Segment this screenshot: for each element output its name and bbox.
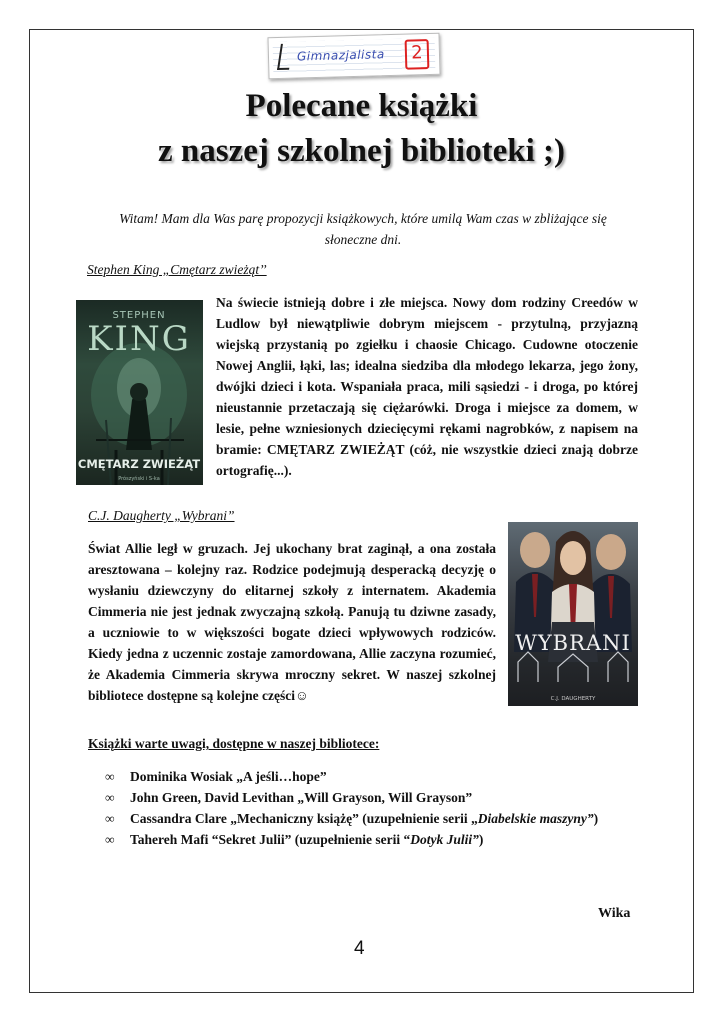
recommended-list-heading: Książki warte uwagi, dostępne w naszej bibliotece: — [88, 736, 380, 751]
list-item: ∞ John Green, David Levithan „Will Grayson, Will Grayson” — [105, 787, 640, 808]
book1-cover-publisher: Prószyński i S-ka — [118, 476, 160, 482]
page-number: 4 — [354, 938, 365, 959]
infinity-bullet-icon: ∞ — [105, 769, 115, 784]
page-title-line1: Polecane książki — [245, 88, 478, 124]
infinity-bullet-icon: ∞ — [105, 811, 115, 826]
list-item: ∞ Cassandra Clare „Mechaniczny książę” (uzupełnienie serii „Diabelskie maszyny”) — [105, 808, 640, 829]
book1-description: Na świecie istnieją dobre i złe miejsca. Nowy dom rodziny Creedów w Ludlow był niewątpliwie dobrym miejscem - przytulną, przyjazną wiejską przystanią po zgiełku i chaosie Chicago. Cudowne otoczenie Nowej Anglii, łąki, las; idealna siedziba dla młodego lekarza, jego żony, dwójki dzieci i kota. Wspaniała praca, mili sąsiedzi - i droga, po której nieustannie przetaczają się ciężarówki. Droga i miejsce za domem, w lesie, pełne wzniesionych dziecięcymi rękami nagrobków, z napisem na bramie: CMĘTARZ ZWIEŻĄT (cóż, nie wszystkie dzieci znają dobrze ortografię...). — [216, 295, 638, 478]
page-title-line2: z naszej szkolnej biblioteki ;) — [158, 133, 565, 169]
book2-cover-image — [508, 522, 638, 706]
infinity-bullet-icon: ∞ — [105, 832, 115, 847]
logo-text: Gimnazjalista — [296, 47, 385, 64]
list-item: ∞ Tahereh Mafi “Sekret Julii” (uzupełnienie serii “Dotyk Julii”) — [105, 829, 640, 850]
book2-heading: C.J. Daugherty „Wybrani” — [88, 508, 235, 523]
book2-description: Świat Allie legł w gruzach. Jej ukochany brat zaginął, a ona została aresztowana – kolejny raz. Rodzice podejmują desperacką decyzję o wysłaniu dziewczyny do elitarnej szkoły z internatem. Akademia Cimmeria nie jest jednak zwyczajną szkołą. Panują tu dziwne zasady, a uczniowie to w większości bogate dzieci wpływowych rodziców. Kiedy jedna z uczennic zostaje zamordowana, Allie zaczyna rozumieć, że Akademia Cimmeria skrywa mroczny sekret. W naszej szkolnej bibliotece dostępne są kolejne części☺ — [88, 541, 496, 703]
book1-cover-title: CMĘTARZ ZWIEŻĄT — [77, 457, 201, 471]
gimnazjalista-logo: Gimnazjalista 2 — [267, 33, 440, 79]
recommended-list — [105, 766, 640, 850]
infinity-bullet-icon: ∞ — [105, 790, 115, 805]
book1-heading: Stephen King „Cmętarz zwieżąt’’ — [87, 262, 267, 277]
book1-cover-image — [76, 300, 203, 485]
list-item: ∞ Dominika Wosiak „A jeśli…hope” — [105, 766, 640, 787]
intro-text: Witam! Mam dla Was parę propozycji książkowych, które umilą Wam czas w zbliżające się słoneczne dni. — [119, 211, 607, 247]
book2-cover-author: C.J. DAUGHERTY — [550, 696, 596, 702]
author-signature: Wika — [598, 906, 631, 921]
book2-cover-title: WYBRANI — [515, 631, 631, 655]
book1-cover-author: KING — [87, 319, 191, 359]
book1-cover-author-small: STEPHEN — [112, 310, 166, 321]
